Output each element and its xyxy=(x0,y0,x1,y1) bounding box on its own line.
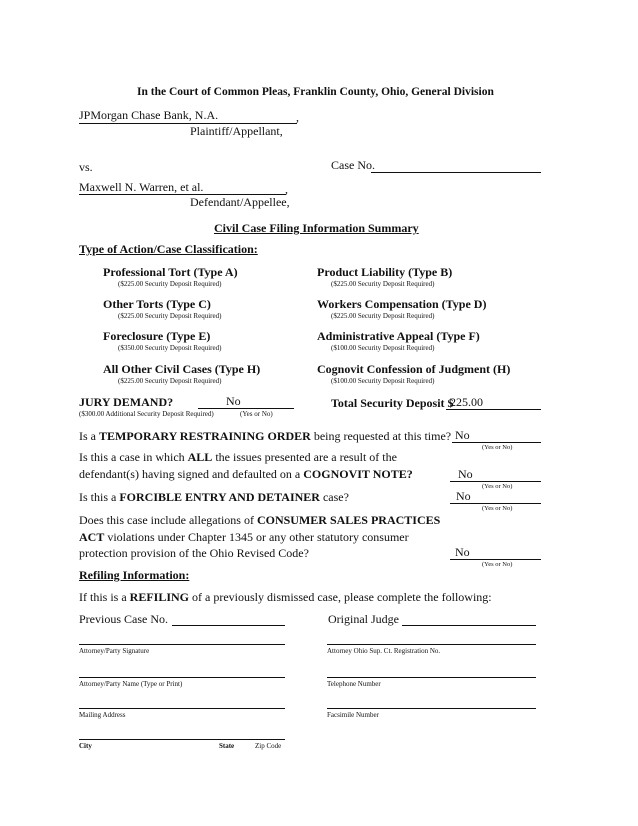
city-state-zip-field[interactable] xyxy=(79,739,285,740)
consumer-sales-answer[interactable]: No xyxy=(455,545,470,559)
defendant-name: Maxwell N. Warren, et al. xyxy=(79,180,204,194)
cognovit-answer[interactable]: No xyxy=(458,467,473,481)
consumer-sales-question-line2: ACT violations under Chapter 1345 or any other statutory consumer xyxy=(79,530,409,544)
defendant-comma: , xyxy=(285,182,288,196)
previous-case-field[interactable] xyxy=(172,625,285,626)
case-type-title: Professional Tort (Type A) xyxy=(103,265,238,279)
jury-demand-answer[interactable]: No xyxy=(226,394,241,408)
cognovit-yes-no: (Yes or No) xyxy=(482,483,513,490)
plaintiff-name: JPMorgan Chase Bank, N.A. xyxy=(79,108,219,122)
mailing-address-field[interactable] xyxy=(79,708,285,709)
cognovit-question-line2: defendant(s) having signed and defaulted on a COGNOVIT NOTE? xyxy=(79,467,413,481)
case-type-title: Administrative Appeal (Type F) xyxy=(317,329,480,343)
case-no-label: Case No. xyxy=(331,158,375,172)
registration-no-label: Attorney Ohio Sup. Ct. Registration No. xyxy=(327,647,441,655)
case-type-deposit: ($225.00 Security Deposit Required) xyxy=(331,312,435,320)
case-type-deposit: ($225.00 Security Deposit Required) xyxy=(118,377,222,385)
forcible-entry-field xyxy=(450,503,541,504)
refiling-sentence: If this is a REFILING of a previously dismissed case, please complete the following: xyxy=(79,590,492,604)
case-type-deposit: ($350.00 Security Deposit Required) xyxy=(118,344,222,352)
telephone-field[interactable] xyxy=(327,677,536,678)
tro-yes-no: (Yes or No) xyxy=(482,444,513,451)
state-label: State xyxy=(219,742,235,750)
tro-question: Is a TEMPORARY RESTRAINING ORDER being requested at this time? xyxy=(79,429,452,443)
case-type-title: Other Torts (Type C) xyxy=(103,297,211,311)
jury-demand-field xyxy=(198,408,294,409)
defendant-role: Defendant/Appellee, xyxy=(190,195,290,209)
attorney-signature-field[interactable] xyxy=(79,644,285,645)
case-type-deposit: ($100.00 Security Deposit Required) xyxy=(331,377,435,385)
forcible-entry-yes-no: (Yes or No) xyxy=(482,505,513,512)
original-judge-label: Original Judge xyxy=(328,612,399,626)
jury-demand-note: ($300.00 Additional Security Deposit Required) xyxy=(79,410,214,418)
case-type-title: Cognovit Confession of Judgment (H) xyxy=(317,362,511,376)
cognovit-field xyxy=(450,481,541,482)
total-deposit-value[interactable]: 225.00 xyxy=(450,395,483,409)
facsimile-field[interactable] xyxy=(327,708,536,709)
zip-label: Zip Code xyxy=(255,742,282,750)
total-deposit-field xyxy=(446,409,541,410)
plaintiff-comma: , xyxy=(296,110,299,124)
plaintiff-role: Plaintiff/Appellant, xyxy=(190,124,283,138)
facsimile-label: Facsimile Number xyxy=(327,711,379,719)
consumer-sales-question-line3: protection provision of the Ohio Revised Code? xyxy=(79,546,309,560)
court-title: In the Court of Common Pleas, Franklin County, Ohio, General Division xyxy=(137,86,494,98)
attorney-name-label: Attorney/Party Name (Type or Print) xyxy=(79,680,183,688)
forcible-entry-answer[interactable]: No xyxy=(456,489,471,503)
consumer-sales-field xyxy=(450,559,541,560)
case-type-title: All Other Civil Cases (Type H) xyxy=(103,362,261,376)
cognovit-question-line1: Is this a case in which ALL the issues presented are a result of the xyxy=(79,450,397,464)
consumer-sales-yes-no: (Yes or No) xyxy=(482,561,513,568)
tro-field xyxy=(452,442,541,443)
city-label: City xyxy=(79,742,92,750)
case-type-deposit: ($225.00 Security Deposit Required) xyxy=(118,312,222,320)
original-judge-field[interactable] xyxy=(402,625,536,626)
total-deposit-label: Total Security Deposit $ xyxy=(331,396,454,410)
jury-demand-yes-no: (Yes or No) xyxy=(240,410,273,418)
consumer-sales-question-line1: Does this case include allegations of CONSUMER SALES PRACTICES xyxy=(79,513,441,527)
jury-demand-label: JURY DEMAND? xyxy=(79,395,174,409)
summary-title: Civil Case Filing Information Summary xyxy=(214,221,419,235)
forcible-entry-question: Is this a FORCIBLE ENTRY AND DETAINER case? xyxy=(79,490,349,504)
vs-label: vs. xyxy=(79,160,93,174)
case-type-deposit: ($225.00 Security Deposit Required) xyxy=(331,280,435,288)
case-type-title: Product Liability (Type B) xyxy=(317,265,453,279)
previous-case-label: Previous Case No. xyxy=(79,612,168,626)
tro-answer[interactable]: No xyxy=(455,428,470,442)
attorney-name-field[interactable] xyxy=(79,677,285,678)
mailing-address-label: Mailing Address xyxy=(79,711,126,719)
case-type-title: Foreclosure (Type E) xyxy=(103,329,211,343)
refiling-heading: Refiling Information: xyxy=(79,568,190,582)
attorney-signature-label: Attorney/Party Signature xyxy=(79,647,150,655)
case-no-field xyxy=(371,172,541,173)
registration-no-field[interactable] xyxy=(327,644,536,645)
case-type-deposit: ($100.00 Security Deposit Required) xyxy=(331,344,435,352)
case-type-deposit: ($225.00 Security Deposit Required) xyxy=(118,280,222,288)
case-type-title: Workers Compensation (Type D) xyxy=(317,297,487,311)
telephone-label: Telephone Number xyxy=(327,680,381,688)
classification-heading: Type of Action/Case Classification: xyxy=(79,242,258,256)
